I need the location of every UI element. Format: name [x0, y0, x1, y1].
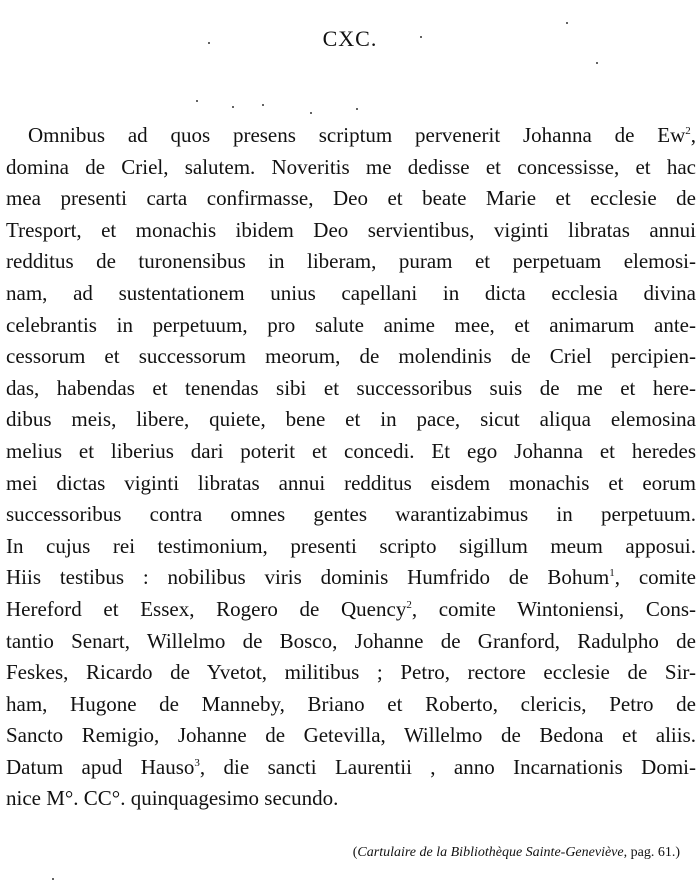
source-citation: (Cartulaire de la Bibliothèque Sainte-Geneviève, pag. 61.)	[352, 845, 680, 860]
text-line: Hiis testibus : nobilibus viris dominis Humfrido de Bohum$^1$, comite	[6, 565, 696, 590]
text-line: Omnibus ad quos presens scriptum pervenerit Johanna de Ew$^2$,	[28, 123, 696, 147]
print-speck	[356, 108, 358, 110]
print-speck	[262, 104, 264, 106]
print-speck	[310, 112, 312, 114]
text-line: Feskes, Ricardo de Yvetot, militibus ; Petro, rectore ecclesie de Sir-	[6, 660, 696, 685]
text-line: melius et liberius dari poterit et concedi. Et ego Johanna et heredes	[6, 438, 696, 463]
text-line: Datum apud Hauso$^3$, die sancti Laurentii , anno Incarnationis Domi-	[6, 754, 696, 779]
charter-number-heading: CXC.	[322, 26, 378, 51]
footnote-mark: 2	[685, 125, 691, 137]
text-line: mei dictas viginti libratas annui redditus eisdem monachis et eorum	[6, 470, 696, 495]
text-line: dibus meis, libere, quiete, bene et in pace, sicut aliqua elemosina	[6, 407, 696, 432]
print-speck	[208, 42, 210, 44]
text-line: ham, Hugone de Manneby, Briano et Roberto, clericis, Petro de	[6, 691, 696, 716]
print-speck	[566, 22, 568, 24]
print-speck	[196, 100, 198, 102]
text-line: nam, ad sustentationem unius capellani in dicta ecclesia divina	[6, 280, 696, 305]
text-line: redditus de turonensibus in liberam, puram et perpetuam elemosi-	[6, 249, 696, 274]
text-line: In cujus rei testimonium, presenti scripto sigillum meum apposui.	[6, 533, 696, 558]
text-line: mea presenti carta confirmasse, Deo et beate Marie et ecclesie de	[6, 186, 696, 211]
text-line: cessorum et successorum meorum, de molendinis de Criel percipien-	[6, 344, 696, 369]
text-line: das, habendas et tenendas sibi et successoribus suis de me et here-	[6, 375, 696, 400]
footnote-mark: 3	[194, 756, 200, 769]
text-line: nice M°. CC°. quinquagesimo secundo.	[6, 786, 339, 811]
source-title: Cartulaire de la Bibliothèque Sainte-Geneviève	[357, 845, 624, 860]
text-line: Tresport, et monachis ibidem Deo servientibus, viginti libratas annui	[6, 217, 696, 242]
print-speck	[52, 878, 54, 880]
text-line: domina de Criel, salutem. Noveritis me dedisse et concessisse, et hac	[6, 154, 696, 179]
charter-text	[6, 120, 696, 815]
text-line: celebrantis in perpetuum, pro salute anime mee, et animarum ante-	[6, 312, 696, 337]
footnote-mark: 1	[609, 567, 615, 580]
print-speck	[420, 36, 422, 38]
footnote-mark: 2	[406, 598, 412, 611]
text-line: Hereford et Essex, Rogero de Quency$^2$, comite Wintoniensi, Cons-	[6, 596, 696, 621]
text-line: successoribus contra omnes gentes warantizabimus in perpetuum.	[6, 502, 696, 527]
text-line: tantio Senart, Willelmo de Bosco, Johanne de Granford, Radulpho de	[6, 628, 696, 653]
text-line: Sancto Remigio, Johanne de Getevilla, Willelmo de Bedona et aliis.	[6, 723, 696, 748]
print-speck	[232, 106, 234, 108]
print-speck	[596, 62, 598, 64]
